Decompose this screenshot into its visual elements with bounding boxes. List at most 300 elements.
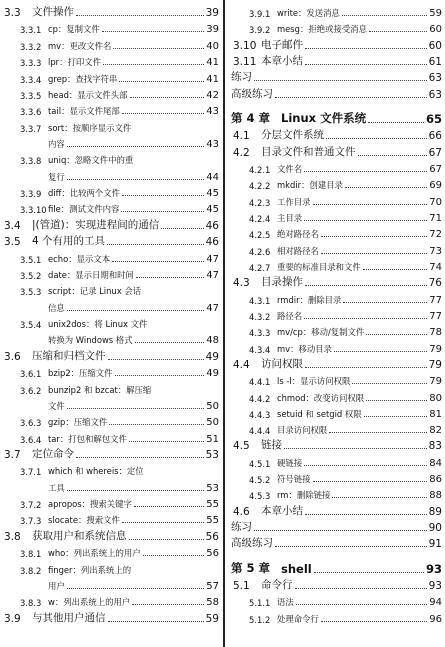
entry-title: which 和 whereis：定位 [48, 466, 144, 477]
entry-number: 第 4 章 [231, 110, 271, 125]
entry-title: uniq：忽略文件中的重 [48, 155, 134, 166]
toc-entry [0, 70, 219, 85]
entry-page-number: 41 [206, 73, 219, 85]
entry-title: 内容 [48, 138, 65, 149]
entry-page-number: 72 [429, 229, 442, 241]
entry-number: 4.2.1 [249, 164, 271, 175]
entry-title: 分层文件系统 [261, 129, 324, 142]
entry-title: shell [281, 561, 312, 576]
entry-title: 文件名 [277, 163, 303, 174]
entry-title: 用户 [48, 580, 65, 591]
entry-number: 4.3 [233, 277, 250, 290]
entry-number: 3.7.3 [20, 516, 42, 527]
entry-page-number: 74 [429, 261, 442, 273]
toc-entry [229, 209, 442, 224]
entry-page-number: 78 [429, 327, 442, 339]
dot-leader [135, 342, 205, 343]
entry-title: ls -l：显示访问权限 [277, 376, 351, 387]
entry-page-number: 83 [428, 440, 442, 453]
entry-page-number: 40 [206, 40, 219, 52]
entry-title: 目录操作 [261, 276, 303, 289]
entry-number: 3.8.3 [20, 598, 42, 609]
entry-title: 工具 [48, 482, 65, 493]
entry-title: sort：按顺序显示文件 [48, 122, 132, 133]
toc-entry [0, 250, 219, 265]
entry-number: 4.5.2 [249, 475, 271, 486]
entry-page-number: 46 [205, 236, 219, 249]
entry-number: 3.3.3 [20, 58, 42, 69]
entry-page-number: 49 [205, 350, 219, 363]
entry-page-number: 49 [206, 368, 219, 380]
entry-page-number: 50 [206, 400, 219, 412]
dot-leader [321, 621, 427, 622]
entry-number: 4.2.3 [249, 197, 271, 208]
entry-page-number: 42 [206, 89, 219, 101]
entry-number: 3.3.7 [20, 123, 42, 134]
entry-title: 处理命令行 [277, 613, 319, 624]
entry-number: 4.6 [233, 505, 250, 518]
toc-entry [229, 503, 442, 518]
entry-title: 电子邮件 [261, 38, 303, 51]
dot-leader [129, 539, 204, 540]
column-divider [223, 0, 225, 647]
toc-entry [229, 356, 442, 371]
toc-entry [229, 561, 442, 576]
entry-page-number: 73 [429, 245, 442, 257]
entry-number: 4.2.5 [249, 230, 271, 241]
entry-number: 第 5 章 [231, 560, 271, 575]
entry-page-number: 58 [206, 597, 219, 609]
toc-entry [0, 135, 219, 150]
entry-number: 3.6.3 [20, 418, 42, 429]
toc-entry [0, 102, 219, 117]
toc-entry [0, 266, 219, 281]
entry-title: 访问权限 [261, 357, 303, 370]
entry-title: 绝对路径名 [277, 229, 319, 240]
entry-number: 3.7.2 [20, 500, 42, 511]
entry-title: rm：删除链接 [277, 490, 331, 501]
toc-entry [0, 430, 219, 445]
entry-page-number: 51 [206, 433, 219, 445]
dot-leader [366, 334, 427, 335]
entry-title: gzip：压缩文件 [48, 417, 108, 428]
entry-number: 3.5.1 [20, 254, 42, 265]
dot-leader [304, 171, 427, 172]
entry-title: Linux 文件系统 [281, 110, 367, 125]
entry-title: 主目录 [277, 212, 303, 223]
entry-title: finger：列出系统上的 [48, 564, 132, 575]
toc-entry [0, 528, 219, 543]
dot-leader [67, 179, 205, 180]
entry-title: 重要的标准目录和文件 [277, 261, 361, 272]
toc-entry [0, 413, 219, 428]
entry-title: mkdir：创建目录 [277, 180, 343, 191]
toc-entry [229, 274, 442, 289]
toc-entry [229, 193, 442, 208]
dot-leader [295, 588, 427, 589]
dot-leader [108, 621, 204, 622]
toc-entry [229, 519, 442, 534]
entry-title: 符号链接 [277, 474, 311, 485]
entry-title: mv：移动目录 [277, 343, 332, 354]
dot-leader [342, 15, 427, 16]
toc-entry [0, 233, 219, 248]
toc-entry [229, 323, 442, 338]
toc-entry [0, 315, 219, 330]
entry-page-number: 94 [429, 597, 442, 609]
dot-leader [67, 146, 205, 147]
entry-page-number: 39 [205, 7, 219, 19]
dot-leader [108, 359, 204, 360]
entry-number: 4.4.4 [249, 426, 271, 437]
entry-title: script：记录 Linux 会话 [48, 286, 142, 297]
entry-number: 4.5.1 [249, 458, 271, 469]
entry-number: 5.1.1 [249, 598, 271, 609]
entry-number: 3.3.5 [20, 90, 42, 101]
entry-number: 5.1.2 [249, 614, 271, 625]
entry-page-number: 46 [205, 219, 219, 232]
entry-number: 3.5 [4, 236, 21, 249]
entry-title: 本章小结 [261, 504, 303, 517]
dot-leader [119, 81, 204, 82]
entry-page-number: 91 [428, 538, 442, 551]
entry-page-number: 43 [206, 138, 219, 150]
toc-entry [229, 307, 442, 322]
entry-number: 4.4.1 [249, 377, 271, 388]
dot-leader [332, 497, 427, 498]
toc-entry [229, 577, 442, 592]
entry-title: cp：复制文件 [48, 24, 100, 35]
entry-number: 4.3.1 [249, 295, 271, 306]
entry-number: 3.8.1 [20, 549, 42, 560]
entry-title: diff：比较两个文件 [48, 188, 121, 199]
dot-leader [304, 220, 427, 221]
entry-number: 3.9.2 [249, 25, 271, 36]
dot-leader [67, 588, 205, 589]
toc-entry [229, 340, 442, 355]
dot-leader [136, 277, 204, 278]
entry-title: |(管道)：实现进程间的通信 [32, 218, 160, 231]
toc-entry [229, 225, 442, 240]
toc-entry [0, 577, 219, 592]
entry-title: 链接 [261, 439, 282, 452]
entry-page-number: 77 [429, 310, 442, 322]
dot-leader [122, 113, 205, 114]
dot-leader [129, 441, 204, 442]
entry-title: echo：显示文本 [48, 253, 111, 264]
dot-leader [134, 506, 204, 507]
entry-number: 4.2.6 [249, 246, 271, 257]
dot-leader [326, 138, 427, 139]
entry-title: rmdir：删除目录 [277, 294, 342, 305]
toc-entry [0, 495, 219, 510]
dot-leader [102, 31, 204, 32]
toc-entry [0, 119, 219, 134]
dot-leader [305, 48, 427, 49]
entry-number: 4.4.2 [249, 393, 271, 404]
entry-title: 复行 [48, 171, 65, 182]
entry-number: 3.7 [4, 448, 21, 461]
entry-title: mv/cp：移动/复制文件 [277, 327, 365, 338]
toc-entry [229, 454, 442, 469]
entry-page-number: 45 [206, 204, 219, 216]
entry-number: 3.3.8 [20, 156, 42, 167]
entry-page-number: 53 [205, 448, 219, 461]
dot-leader [296, 604, 428, 605]
entry-page-number: 61 [428, 56, 442, 68]
entry-page-number: 65 [425, 111, 442, 126]
toc-entry [229, 176, 442, 191]
entry-number: 3.9 [4, 612, 21, 625]
entry-title: grep：查找字符串 [48, 73, 118, 84]
entry-page-number: 82 [429, 425, 442, 437]
entry-number: 3.9.1 [249, 9, 271, 19]
dot-leader [305, 367, 427, 368]
entry-page-number: 93 [428, 580, 442, 592]
toc-entry [229, 437, 442, 452]
dot-leader [275, 97, 427, 98]
entry-title: 目录访问权限 [277, 425, 328, 436]
dot-leader [313, 204, 428, 205]
entry-number: 4.4 [233, 358, 250, 371]
entry-number: 3.3.9 [20, 189, 42, 200]
entry-number: 4.3.2 [249, 311, 271, 322]
toc-entry [0, 53, 219, 68]
dot-leader [122, 195, 204, 196]
dot-leader [284, 448, 427, 449]
entry-title: 本章小结 [261, 55, 303, 67]
toc-entry [0, 37, 219, 52]
entry-title: w：列出系统上的用户 [48, 597, 131, 608]
entry-page-number: 60 [429, 24, 442, 36]
toc-entry [229, 160, 442, 175]
entry-page-number: 90 [428, 522, 442, 535]
dot-leader [321, 236, 427, 237]
entry-number: 3.3 [4, 7, 21, 19]
toc-entry [229, 405, 442, 420]
entry-number: 3.3.6 [20, 107, 42, 118]
entry-page-number: 93 [425, 561, 442, 576]
entry-title: 高级练习 [231, 537, 273, 550]
entry-title: 转换为 Windows 格式 [48, 335, 133, 346]
entry-page-number: 88 [429, 490, 442, 502]
toc-entry [229, 20, 442, 35]
entry-page-number: 67 [429, 163, 442, 175]
toc-entry [0, 86, 219, 101]
entry-page-number: 63 [428, 72, 442, 85]
dot-leader [76, 457, 204, 458]
entry-title: 信息 [48, 302, 65, 313]
entry-page-number: 59 [205, 612, 219, 625]
entry-title: chmod：改变访问权限 [277, 392, 365, 403]
dot-leader [305, 285, 427, 286]
entry-title: 硬链接 [277, 457, 303, 468]
entry-title: bzip2：压缩文件 [48, 368, 113, 379]
entry-page-number: 71 [429, 212, 442, 224]
toc-entry [229, 144, 442, 159]
toc-entry [229, 610, 442, 625]
entry-page-number: 70 [429, 196, 442, 208]
toc-entry [0, 282, 219, 297]
entry-title: write：发送消息 [277, 8, 340, 18]
entry-page-number: 89 [428, 505, 442, 518]
entry-page-number: 39 [206, 24, 219, 36]
dot-leader [305, 64, 427, 65]
dot-leader [366, 400, 427, 401]
toc-entry [0, 479, 219, 494]
entry-number: 3.5.2 [20, 270, 42, 281]
entry-number: 4.2.7 [249, 262, 271, 273]
toc-entry [0, 348, 219, 363]
entry-title: apropos：搜索关键字 [48, 499, 132, 510]
entry-title: 文件操作 [32, 6, 74, 18]
entry-number: 4.2.2 [249, 181, 271, 192]
entry-title: 获取用户和系统信息 [32, 529, 127, 542]
dot-leader [67, 408, 205, 409]
entry-page-number: 80 [429, 392, 442, 404]
dot-leader [345, 187, 427, 188]
toc-entry [229, 37, 442, 52]
toc-entry [229, 535, 442, 550]
toc-entry [0, 381, 219, 396]
toc-entry [0, 4, 219, 19]
entry-number: 3.11 [233, 56, 257, 68]
entry-number: 3.3.4 [20, 74, 42, 85]
entry-page-number: 84 [429, 457, 442, 469]
toc-entry [0, 593, 219, 608]
entry-number: 4.2.4 [249, 213, 271, 224]
dot-leader [314, 572, 424, 573]
entry-title: 相对路径名 [277, 245, 319, 256]
toc-entry [229, 111, 442, 126]
toc-entry [229, 242, 442, 257]
toc-entry [0, 217, 219, 232]
toc-entry [229, 258, 442, 273]
entry-page-number: 41 [206, 57, 219, 69]
entry-page-number: 53 [206, 482, 219, 494]
entry-title: 命令行 [261, 579, 293, 591]
dot-leader [76, 15, 204, 16]
toc-entry [0, 397, 219, 412]
dot-leader [321, 253, 427, 254]
dot-leader [112, 261, 204, 262]
entry-number: 3.3.2 [20, 41, 42, 52]
entry-number: 4.1 [233, 130, 250, 143]
dot-leader [304, 465, 427, 466]
toc-entry [229, 421, 442, 436]
entry-title: head：显示文件头部 [48, 89, 128, 100]
toc-entry [0, 511, 219, 526]
dot-leader [161, 228, 203, 229]
toc-entry [229, 53, 442, 68]
toc-entry [229, 69, 442, 84]
entry-title: tail：显示文件尾部 [48, 106, 120, 117]
dot-leader [305, 514, 427, 515]
entry-page-number: 47 [206, 269, 219, 281]
dot-leader [364, 416, 428, 417]
entry-title: 压缩和归档文件 [32, 349, 106, 362]
entry-number: 4.4.3 [249, 409, 271, 420]
entry-page-number: 48 [206, 335, 219, 347]
entry-title: 练习 [231, 521, 252, 534]
entry-page-number: 96 [429, 613, 442, 625]
entry-title: setuid 和 setgid 权限 [277, 408, 362, 419]
entry-page-number: 55 [206, 499, 219, 511]
toc-entry [0, 200, 219, 215]
dot-leader [368, 122, 424, 123]
entry-page-number: 69 [429, 180, 442, 192]
toc-entry [229, 389, 442, 404]
entry-number: 4.2 [233, 146, 250, 159]
entry-number: 3.6.2 [20, 385, 42, 396]
dot-leader [122, 522, 204, 523]
entry-title: 与其他用户通信 [32, 611, 106, 624]
entry-title: who：列出系统上的用户 [48, 548, 141, 559]
dot-leader [113, 48, 204, 49]
entry-page-number: 50 [206, 417, 219, 429]
entry-page-number: 67 [428, 146, 442, 159]
entry-page-number: 63 [428, 88, 442, 101]
entry-page-number: 56 [205, 530, 219, 543]
entry-title: 定位命令 [32, 447, 74, 460]
toc-entry [0, 610, 219, 625]
entry-title: 文件 [48, 400, 65, 411]
dot-leader [358, 155, 427, 156]
entry-number: 3.8 [4, 530, 21, 543]
toc-entry [0, 364, 219, 379]
entry-number: 3.10 [233, 39, 257, 52]
dot-leader [369, 31, 427, 32]
entry-title: 4 个有用的工具 [32, 235, 106, 248]
entry-page-number: 47 [206, 302, 219, 314]
entry-title: 语法 [277, 597, 294, 608]
entry-number: 3.5.4 [20, 320, 42, 330]
entry-number: 3.5.3 [20, 287, 42, 298]
entry-number: 3.8.2 [20, 565, 42, 576]
entry-title: date：显示日期和时间 [48, 269, 134, 280]
dot-leader [313, 481, 428, 482]
entry-page-number: 45 [206, 188, 219, 200]
dot-leader [304, 318, 427, 319]
entry-title: 高级练习 [231, 87, 273, 100]
toc-entry [0, 151, 219, 166]
dot-leader [363, 269, 428, 270]
entry-page-number: 47 [206, 253, 219, 265]
entry-title: lpr：打印文件 [48, 57, 101, 68]
toc-entry [229, 291, 442, 306]
toc-entry [229, 4, 442, 19]
dot-leader [329, 432, 427, 433]
dot-leader [67, 490, 205, 491]
dot-leader [130, 97, 205, 98]
entry-page-number: 43 [206, 106, 219, 118]
toc-entry [0, 331, 219, 346]
toc-entry [229, 127, 442, 142]
entry-number: 3.4 [4, 219, 21, 232]
entry-title: file：测试文件内容 [48, 204, 120, 215]
dot-leader [352, 383, 427, 384]
toc-entry [0, 561, 219, 576]
entry-number: 3.7.1 [20, 467, 42, 478]
entry-page-number: 76 [428, 277, 442, 290]
dot-leader [109, 424, 204, 425]
entry-page-number: 77 [429, 294, 442, 306]
toc-entry [0, 462, 219, 477]
toc-entry [0, 299, 219, 314]
dot-leader [107, 244, 204, 245]
dot-leader [343, 302, 427, 303]
toc-entry [229, 372, 442, 387]
